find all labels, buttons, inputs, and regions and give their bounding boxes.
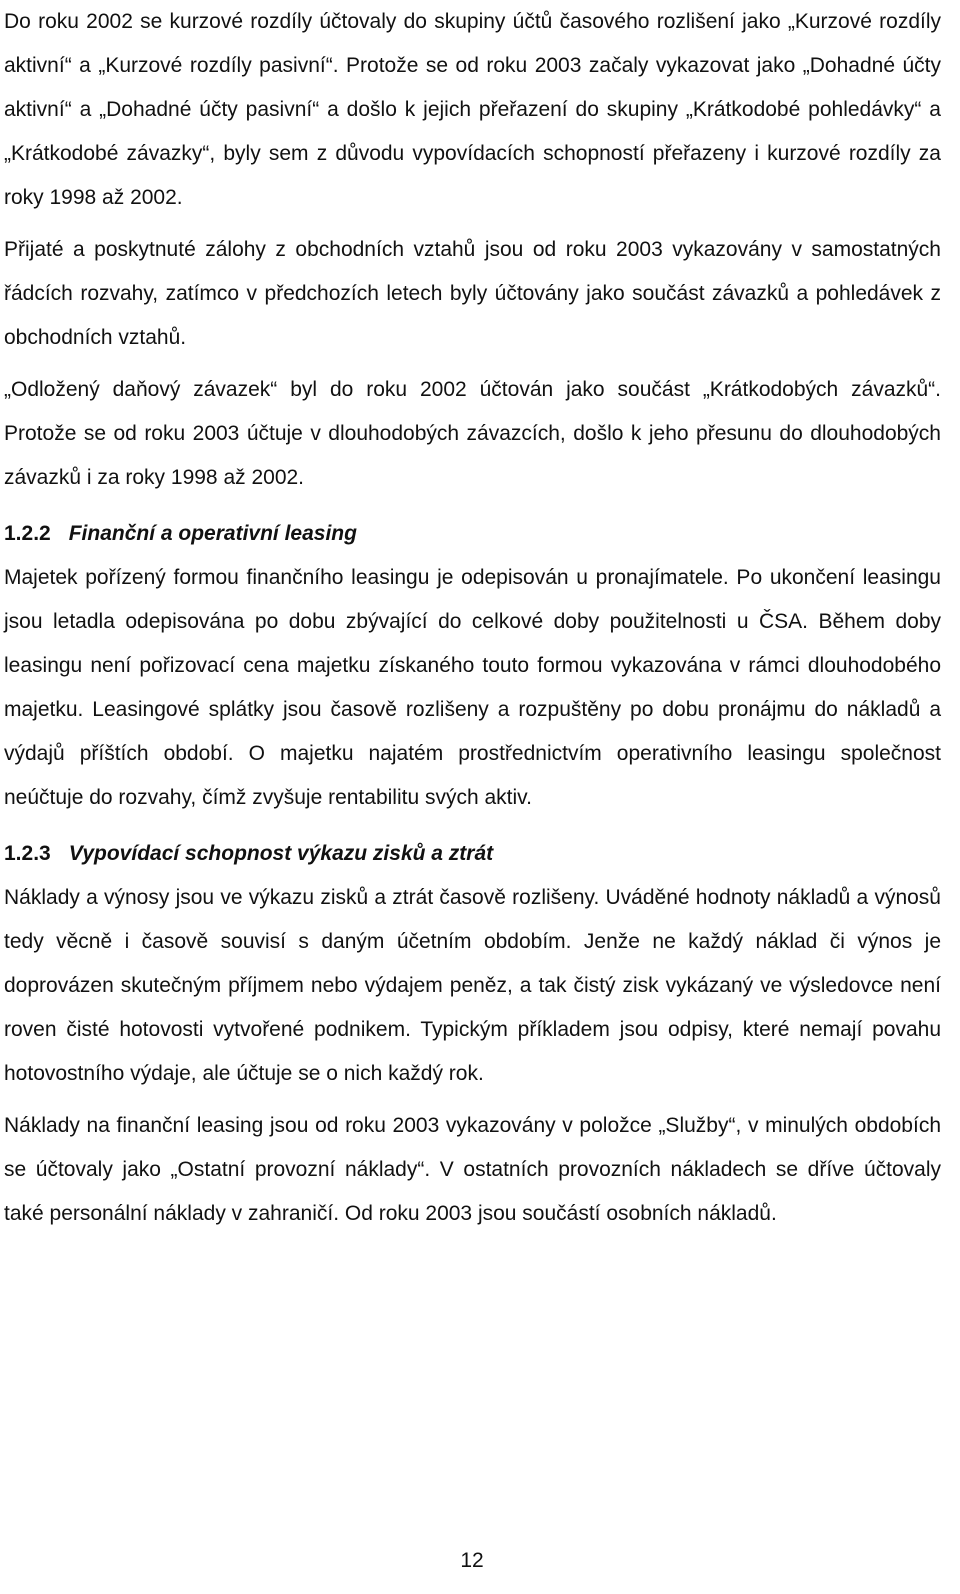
section-heading-income-statement <box>4 832 941 876</box>
paragraph-costs-revenues: Náklady a výnosy jsou ve výkazu zisků a ztrát časově rozlišeny. Uváděné hodnoty nákladů a výnosů tedy věcně i časově souvisí s daným účetním obdobím. Jenže ne každý náklad či výnos je doprovázen skutečným příjmem nebo výdajem peněz, a tak čistý zisk vykázaný ve výsledovce není roven čisté hotovosti vytvořené podnikem. Typickým příkladem jsou odpisy, které nemají povahu hotovostního výdaje, ale účtuje se o nich každý rok. <box>4 886 941 1085</box>
document-page <box>4 0 941 1236</box>
paragraph-exchange-differences: Do roku 2002 se kurzové rozdíly účtovaly do skupiny účtů časového rozlišení jako „Kurzové rozdíly aktivní“ a „Kurzové rozdíly pasivní“. Protože se od roku 2003 začaly vykazovat jako „Dohadné účty aktivní“ a „Dohadné účty pasivní“ a došlo k jejich přeřazení do skupiny „Krátkodobé pohledávky“ a „Krátkodobé závazky“, byly sem z důvodu vypovídacích schopností přeřazeny i kurzové rozdíly za roky 1998 až 2002. <box>4 10 941 209</box>
section-number: 1.2.2 <box>4 522 51 545</box>
paragraph-leasing: Majetek pořízený formou finančního leasingu je odepisován u pronajímatele. Po ukončení leasingu jsou letadla odepisována po dobu zbývající do celkové doby použitelnosti u ČSA. Během doby leasingu není pořizovací cena majetku získaného touto formou vykazována v rámci dlouhodobého majetku. Leasingové splátky jsou časově rozlišeny a rozpuštěny po dobu pronájmu do nákladů a výdajů příštích období. O majetku najatém prostřednictvím operativního leasingu společnost neúčtuje do rozvahy, čímž zvyšuje rentabilitu svých aktiv. <box>4 566 941 809</box>
paragraph-deferred-tax: „Odložený daňový závazek“ byl do roku 2002 účtován jako součást „Krátkodobých závazků“. Protože se od roku 2003 účtuje v dlouhodobých závazcích, došlo k jeho přesunu do dlouhodobých závazků i za roky 1998 až 2002. <box>4 378 941 489</box>
page-number: 12 <box>460 1549 484 1572</box>
paragraph-leasing-costs: Náklady na finanční leasing jsou od roku 2003 vykazovány v položce „Služby“, v minulých obdobích se účtovaly jako „Ostatní provozní náklady“. V ostatních provozních nákladech se dříve účtovaly také personální náklady v zahraničí. Od roku 2003 jsou součástí osobních nákladů. <box>4 1114 941 1225</box>
paragraph-advances: Přijaté a poskytnuté zálohy z obchodních vztahů jsou od roku 2003 vykazovány v samostatných řádcích rozvahy, zatímco v předchozích letech byly účtovány jako součást závazků a pohledávek z obchodních vztahů. <box>4 238 941 349</box>
section-title: Finanční a operativní leasing <box>68 522 357 545</box>
section-number: 1.2.3 <box>4 842 51 865</box>
section-title: Vypovídací schopnost výkazu zisků a ztrát <box>68 842 494 865</box>
section-heading-leasing <box>4 512 941 556</box>
